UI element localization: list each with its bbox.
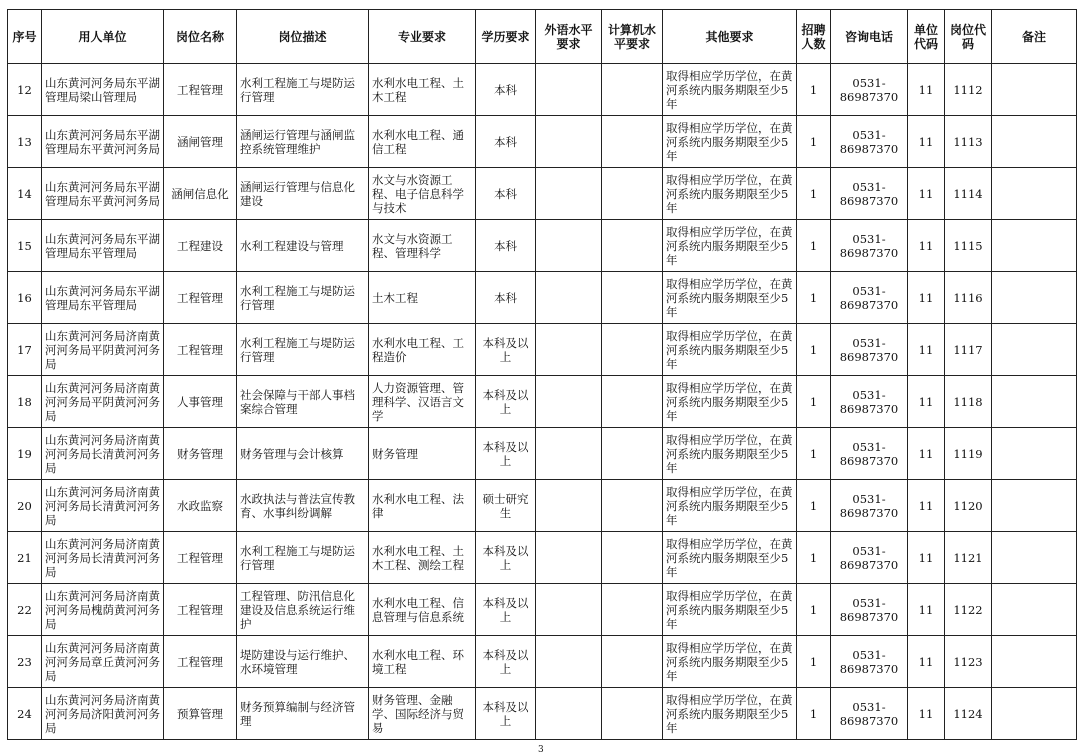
cell-unit-code: 11 bbox=[908, 688, 945, 740]
cell-phone: 0531-86987370 bbox=[831, 116, 908, 168]
cell-phone: 0531-86987370 bbox=[831, 428, 908, 480]
cell-foreign-language bbox=[536, 272, 602, 324]
cell-description: 社会保障与干部人事档案综合管理 bbox=[237, 376, 369, 428]
cell-phone: 0531-86987370 bbox=[831, 324, 908, 376]
cell-phone: 0531-86987370 bbox=[831, 376, 908, 428]
cell-major: 水利水电工程、土木工程、测绘工程 bbox=[369, 532, 476, 584]
cell-employer: 山东黄河河务局东平湖管理局东平黄河河务局 bbox=[42, 116, 164, 168]
cell-position-name: 工程建设 bbox=[164, 220, 237, 272]
cell-foreign-language bbox=[536, 688, 602, 740]
cell-headcount: 1 bbox=[797, 636, 831, 688]
cell-foreign-language bbox=[536, 376, 602, 428]
cell-employer: 山东黄河河务局东平湖管理局东平黄河河务局 bbox=[42, 168, 164, 220]
cell-seq: 20 bbox=[8, 480, 42, 532]
cell-description: 涵闸运行管理与信息化建设 bbox=[237, 168, 369, 220]
cell-seq: 23 bbox=[8, 636, 42, 688]
cell-major: 土木工程 bbox=[369, 272, 476, 324]
cell-education: 本科及以上 bbox=[476, 324, 536, 376]
cell-computer bbox=[602, 428, 663, 480]
cell-seq: 21 bbox=[8, 532, 42, 584]
cell-education: 本科 bbox=[476, 220, 536, 272]
cell-education: 本科及以上 bbox=[476, 376, 536, 428]
cell-position-code: 1121 bbox=[945, 532, 992, 584]
cell-seq: 22 bbox=[8, 584, 42, 636]
cell-phone: 0531-86987370 bbox=[831, 272, 908, 324]
table-row bbox=[8, 64, 1077, 116]
cell-position-name: 工程管理 bbox=[164, 636, 237, 688]
cell-unit-code: 11 bbox=[908, 532, 945, 584]
cell-major: 水利水电工程、通信工程 bbox=[369, 116, 476, 168]
cell-major: 水利水电工程、法律 bbox=[369, 480, 476, 532]
cell-description: 工程管理、防汛信息化建设及信息系统运行维护 bbox=[237, 584, 369, 636]
table-row bbox=[8, 532, 1077, 584]
cell-major: 财务管理 bbox=[369, 428, 476, 480]
cell-position-code: 1117 bbox=[945, 324, 992, 376]
cell-position-code: 1112 bbox=[945, 64, 992, 116]
cell-other: 取得相应学历学位，在黄河系统内服务期限至少5年 bbox=[663, 480, 797, 532]
cell-position-name: 工程管理 bbox=[164, 324, 237, 376]
cell-description: 堤防建设与运行维护、水环境管理 bbox=[237, 636, 369, 688]
cell-major: 财务管理、金融学、国际经济与贸易 bbox=[369, 688, 476, 740]
cell-education: 本科 bbox=[476, 168, 536, 220]
table-row bbox=[8, 636, 1077, 688]
cell-employer: 山东黄河河务局济南黄河河务局槐荫黄河河务局 bbox=[42, 584, 164, 636]
cell-description: 水利工程施工与堤防运行管理 bbox=[237, 64, 369, 116]
cell-headcount: 1 bbox=[797, 168, 831, 220]
cell-other: 取得相应学历学位，在黄河系统内服务期限至少5年 bbox=[663, 220, 797, 272]
header-phone: 咨询电话 bbox=[831, 10, 908, 64]
cell-description: 水利工程施工与堤防运行管理 bbox=[237, 324, 369, 376]
cell-education: 本科及以上 bbox=[476, 428, 536, 480]
cell-description: 涵闸运行管理与涵闸监控系统管理维护 bbox=[237, 116, 369, 168]
cell-computer bbox=[602, 116, 663, 168]
cell-other: 取得相应学历学位，在黄河系统内服务期限至少5年 bbox=[663, 168, 797, 220]
cell-major: 水利水电工程、土木工程 bbox=[369, 64, 476, 116]
cell-employer: 山东黄河河务局济南黄河河务局平阴黄河河务局 bbox=[42, 324, 164, 376]
cell-headcount: 1 bbox=[797, 64, 831, 116]
cell-seq: 14 bbox=[8, 168, 42, 220]
cell-computer bbox=[602, 272, 663, 324]
cell-phone: 0531-86987370 bbox=[831, 220, 908, 272]
cell-other: 取得相应学历学位，在黄河系统内服务期限至少5年 bbox=[663, 584, 797, 636]
cell-other: 取得相应学历学位，在黄河系统内服务期限至少5年 bbox=[663, 324, 797, 376]
cell-headcount: 1 bbox=[797, 324, 831, 376]
cell-education: 本科及以上 bbox=[476, 584, 536, 636]
header-other: 其他要求 bbox=[663, 10, 797, 64]
header-employer: 用人单位 bbox=[42, 10, 164, 64]
cell-headcount: 1 bbox=[797, 272, 831, 324]
cell-phone: 0531-86987370 bbox=[831, 532, 908, 584]
cell-position-code: 1114 bbox=[945, 168, 992, 220]
cell-computer bbox=[602, 324, 663, 376]
cell-unit-code: 11 bbox=[908, 272, 945, 324]
positions-table bbox=[7, 9, 1077, 740]
cell-unit-code: 11 bbox=[908, 168, 945, 220]
cell-position-name: 人事管理 bbox=[164, 376, 237, 428]
cell-seq: 18 bbox=[8, 376, 42, 428]
cell-foreign-language bbox=[536, 532, 602, 584]
cell-education: 本科 bbox=[476, 272, 536, 324]
table-row bbox=[8, 168, 1077, 220]
cell-phone: 0531-86987370 bbox=[831, 688, 908, 740]
cell-description: 水利工程施工与堤防运行管理 bbox=[237, 272, 369, 324]
cell-unit-code: 11 bbox=[908, 324, 945, 376]
cell-headcount: 1 bbox=[797, 428, 831, 480]
cell-foreign-language bbox=[536, 324, 602, 376]
cell-position-name: 水政监察 bbox=[164, 480, 237, 532]
cell-position-name: 工程管理 bbox=[164, 532, 237, 584]
cell-seq: 19 bbox=[8, 428, 42, 480]
header-major: 专业要求 bbox=[369, 10, 476, 64]
cell-other: 取得相应学历学位，在黄河系统内服务期限至少5年 bbox=[663, 636, 797, 688]
table-row bbox=[8, 272, 1077, 324]
cell-employer: 山东黄河河务局济南黄河河务局济阳黄河河务局 bbox=[42, 688, 164, 740]
cell-position-name: 预算管理 bbox=[164, 688, 237, 740]
cell-unit-code: 11 bbox=[908, 116, 945, 168]
cell-remarks bbox=[992, 480, 1077, 532]
cell-education: 本科及以上 bbox=[476, 532, 536, 584]
cell-computer bbox=[602, 220, 663, 272]
cell-unit-code: 11 bbox=[908, 584, 945, 636]
cell-computer bbox=[602, 636, 663, 688]
cell-remarks bbox=[992, 688, 1077, 740]
cell-headcount: 1 bbox=[797, 584, 831, 636]
cell-other: 取得相应学历学位，在黄河系统内服务期限至少5年 bbox=[663, 428, 797, 480]
cell-seq: 24 bbox=[8, 688, 42, 740]
cell-description: 水利工程施工与堤防运行管理 bbox=[237, 532, 369, 584]
cell-remarks bbox=[992, 64, 1077, 116]
cell-remarks bbox=[992, 428, 1077, 480]
cell-education: 本科及以上 bbox=[476, 688, 536, 740]
cell-phone: 0531-86987370 bbox=[831, 480, 908, 532]
cell-phone: 0531-86987370 bbox=[831, 64, 908, 116]
cell-major: 人力资源管理、管理科学、汉语言文学 bbox=[369, 376, 476, 428]
cell-computer bbox=[602, 64, 663, 116]
cell-foreign-language bbox=[536, 584, 602, 636]
cell-computer bbox=[602, 584, 663, 636]
header-row bbox=[8, 10, 1077, 64]
cell-unit-code: 11 bbox=[908, 428, 945, 480]
header-position-code: 岗位代码 bbox=[945, 10, 992, 64]
table-row bbox=[8, 688, 1077, 740]
header-headcount: 招聘人数 bbox=[797, 10, 831, 64]
cell-remarks bbox=[992, 584, 1077, 636]
cell-description: 水政执法与普法宣传教育、水事纠纷调解 bbox=[237, 480, 369, 532]
cell-foreign-language bbox=[536, 220, 602, 272]
cell-employer: 山东黄河河务局东平湖管理局东平管理局 bbox=[42, 272, 164, 324]
cell-major: 水利水电工程、环境工程 bbox=[369, 636, 476, 688]
page-number: 3 bbox=[538, 745, 544, 755]
cell-seq: 13 bbox=[8, 116, 42, 168]
cell-position-name: 工程管理 bbox=[164, 584, 237, 636]
cell-position-code: 1118 bbox=[945, 376, 992, 428]
header-description: 岗位描述 bbox=[237, 10, 369, 64]
cell-employer: 山东黄河河务局东平湖管理局东平管理局 bbox=[42, 220, 164, 272]
cell-computer bbox=[602, 376, 663, 428]
cell-employer: 山东黄河河务局济南黄河河务局长清黄河河务局 bbox=[42, 480, 164, 532]
header-seq: 序号 bbox=[8, 10, 42, 64]
table-row bbox=[8, 324, 1077, 376]
cell-other: 取得相应学历学位，在黄河系统内服务期限至少5年 bbox=[663, 116, 797, 168]
cell-computer bbox=[602, 532, 663, 584]
table-row bbox=[8, 480, 1077, 532]
cell-position-name: 工程管理 bbox=[164, 272, 237, 324]
cell-employer: 山东黄河河务局东平湖管理局梁山管理局 bbox=[42, 64, 164, 116]
table-row bbox=[8, 220, 1077, 272]
table-row bbox=[8, 428, 1077, 480]
cell-headcount: 1 bbox=[797, 376, 831, 428]
cell-headcount: 1 bbox=[797, 532, 831, 584]
cell-employer: 山东黄河河务局济南黄河河务局长清黄河河务局 bbox=[42, 428, 164, 480]
cell-other: 取得相应学历学位，在黄河系统内服务期限至少5年 bbox=[663, 64, 797, 116]
cell-unit-code: 11 bbox=[908, 480, 945, 532]
cell-phone: 0531-86987370 bbox=[831, 636, 908, 688]
cell-position-name: 涵闸信息化 bbox=[164, 168, 237, 220]
cell-seq: 17 bbox=[8, 324, 42, 376]
cell-foreign-language bbox=[536, 64, 602, 116]
cell-seq: 15 bbox=[8, 220, 42, 272]
cell-other: 取得相应学历学位，在黄河系统内服务期限至少5年 bbox=[663, 688, 797, 740]
table-row bbox=[8, 584, 1077, 636]
cell-position-name: 工程管理 bbox=[164, 64, 237, 116]
cell-remarks bbox=[992, 532, 1077, 584]
table-row bbox=[8, 376, 1077, 428]
cell-headcount: 1 bbox=[797, 220, 831, 272]
header-remarks: 备注 bbox=[992, 10, 1077, 64]
cell-position-code: 1115 bbox=[945, 220, 992, 272]
cell-unit-code: 11 bbox=[908, 64, 945, 116]
cell-unit-code: 11 bbox=[908, 636, 945, 688]
cell-seq: 16 bbox=[8, 272, 42, 324]
cell-computer bbox=[602, 168, 663, 220]
cell-foreign-language bbox=[536, 116, 602, 168]
cell-remarks bbox=[992, 116, 1077, 168]
header-foreign-language: 外语水平要求 bbox=[536, 10, 602, 64]
table-row bbox=[8, 116, 1077, 168]
cell-position-code: 1119 bbox=[945, 428, 992, 480]
cell-computer bbox=[602, 688, 663, 740]
cell-other: 取得相应学历学位，在黄河系统内服务期限至少5年 bbox=[663, 532, 797, 584]
cell-position-code: 1123 bbox=[945, 636, 992, 688]
cell-foreign-language bbox=[536, 428, 602, 480]
cell-unit-code: 11 bbox=[908, 376, 945, 428]
cell-position-name: 财务管理 bbox=[164, 428, 237, 480]
cell-other: 取得相应学历学位，在黄河系统内服务期限至少5年 bbox=[663, 272, 797, 324]
cell-remarks bbox=[992, 376, 1077, 428]
cell-remarks bbox=[992, 636, 1077, 688]
cell-description: 财务预算编制与经济管理 bbox=[237, 688, 369, 740]
cell-phone: 0531-86987370 bbox=[831, 584, 908, 636]
cell-remarks bbox=[992, 168, 1077, 220]
header-computer: 计算机水平要求 bbox=[602, 10, 663, 64]
cell-other: 取得相应学历学位，在黄河系统内服务期限至少5年 bbox=[663, 376, 797, 428]
cell-major: 水文与水资源工程、电子信息科学与技术 bbox=[369, 168, 476, 220]
cell-education: 硕士研究生 bbox=[476, 480, 536, 532]
cell-position-code: 1113 bbox=[945, 116, 992, 168]
cell-position-name: 涵闸管理 bbox=[164, 116, 237, 168]
header-unit-code: 单位代码 bbox=[908, 10, 945, 64]
cell-foreign-language bbox=[536, 636, 602, 688]
cell-unit-code: 11 bbox=[908, 220, 945, 272]
cell-employer: 山东黄河河务局济南黄河河务局长清黄河河务局 bbox=[42, 532, 164, 584]
cell-remarks bbox=[992, 272, 1077, 324]
cell-major: 水利水电工程、信息管理与信息系统 bbox=[369, 584, 476, 636]
cell-position-code: 1124 bbox=[945, 688, 992, 740]
cell-position-code: 1116 bbox=[945, 272, 992, 324]
cell-headcount: 1 bbox=[797, 688, 831, 740]
header-position-name: 岗位名称 bbox=[164, 10, 237, 64]
cell-employer: 山东黄河河务局济南黄河河务局平阴黄河河务局 bbox=[42, 376, 164, 428]
cell-phone: 0531-86987370 bbox=[831, 168, 908, 220]
cell-description: 水利工程建设与管理 bbox=[237, 220, 369, 272]
cell-major: 水文与水资源工程、管理科学 bbox=[369, 220, 476, 272]
cell-position-code: 1122 bbox=[945, 584, 992, 636]
header-education: 学历要求 bbox=[476, 10, 536, 64]
cell-education: 本科 bbox=[476, 64, 536, 116]
cell-computer bbox=[602, 480, 663, 532]
cell-remarks bbox=[992, 324, 1077, 376]
cell-headcount: 1 bbox=[797, 116, 831, 168]
cell-foreign-language bbox=[536, 168, 602, 220]
cell-employer: 山东黄河河务局济南黄河河务局章丘黄河河务局 bbox=[42, 636, 164, 688]
cell-seq: 12 bbox=[8, 64, 42, 116]
cell-education: 本科 bbox=[476, 116, 536, 168]
cell-remarks bbox=[992, 220, 1077, 272]
cell-education: 本科及以上 bbox=[476, 636, 536, 688]
cell-headcount: 1 bbox=[797, 480, 831, 532]
cell-description: 财务管理与会计核算 bbox=[237, 428, 369, 480]
cell-major: 水利水电工程、工程造价 bbox=[369, 324, 476, 376]
cell-position-code: 1120 bbox=[945, 480, 992, 532]
cell-foreign-language bbox=[536, 480, 602, 532]
